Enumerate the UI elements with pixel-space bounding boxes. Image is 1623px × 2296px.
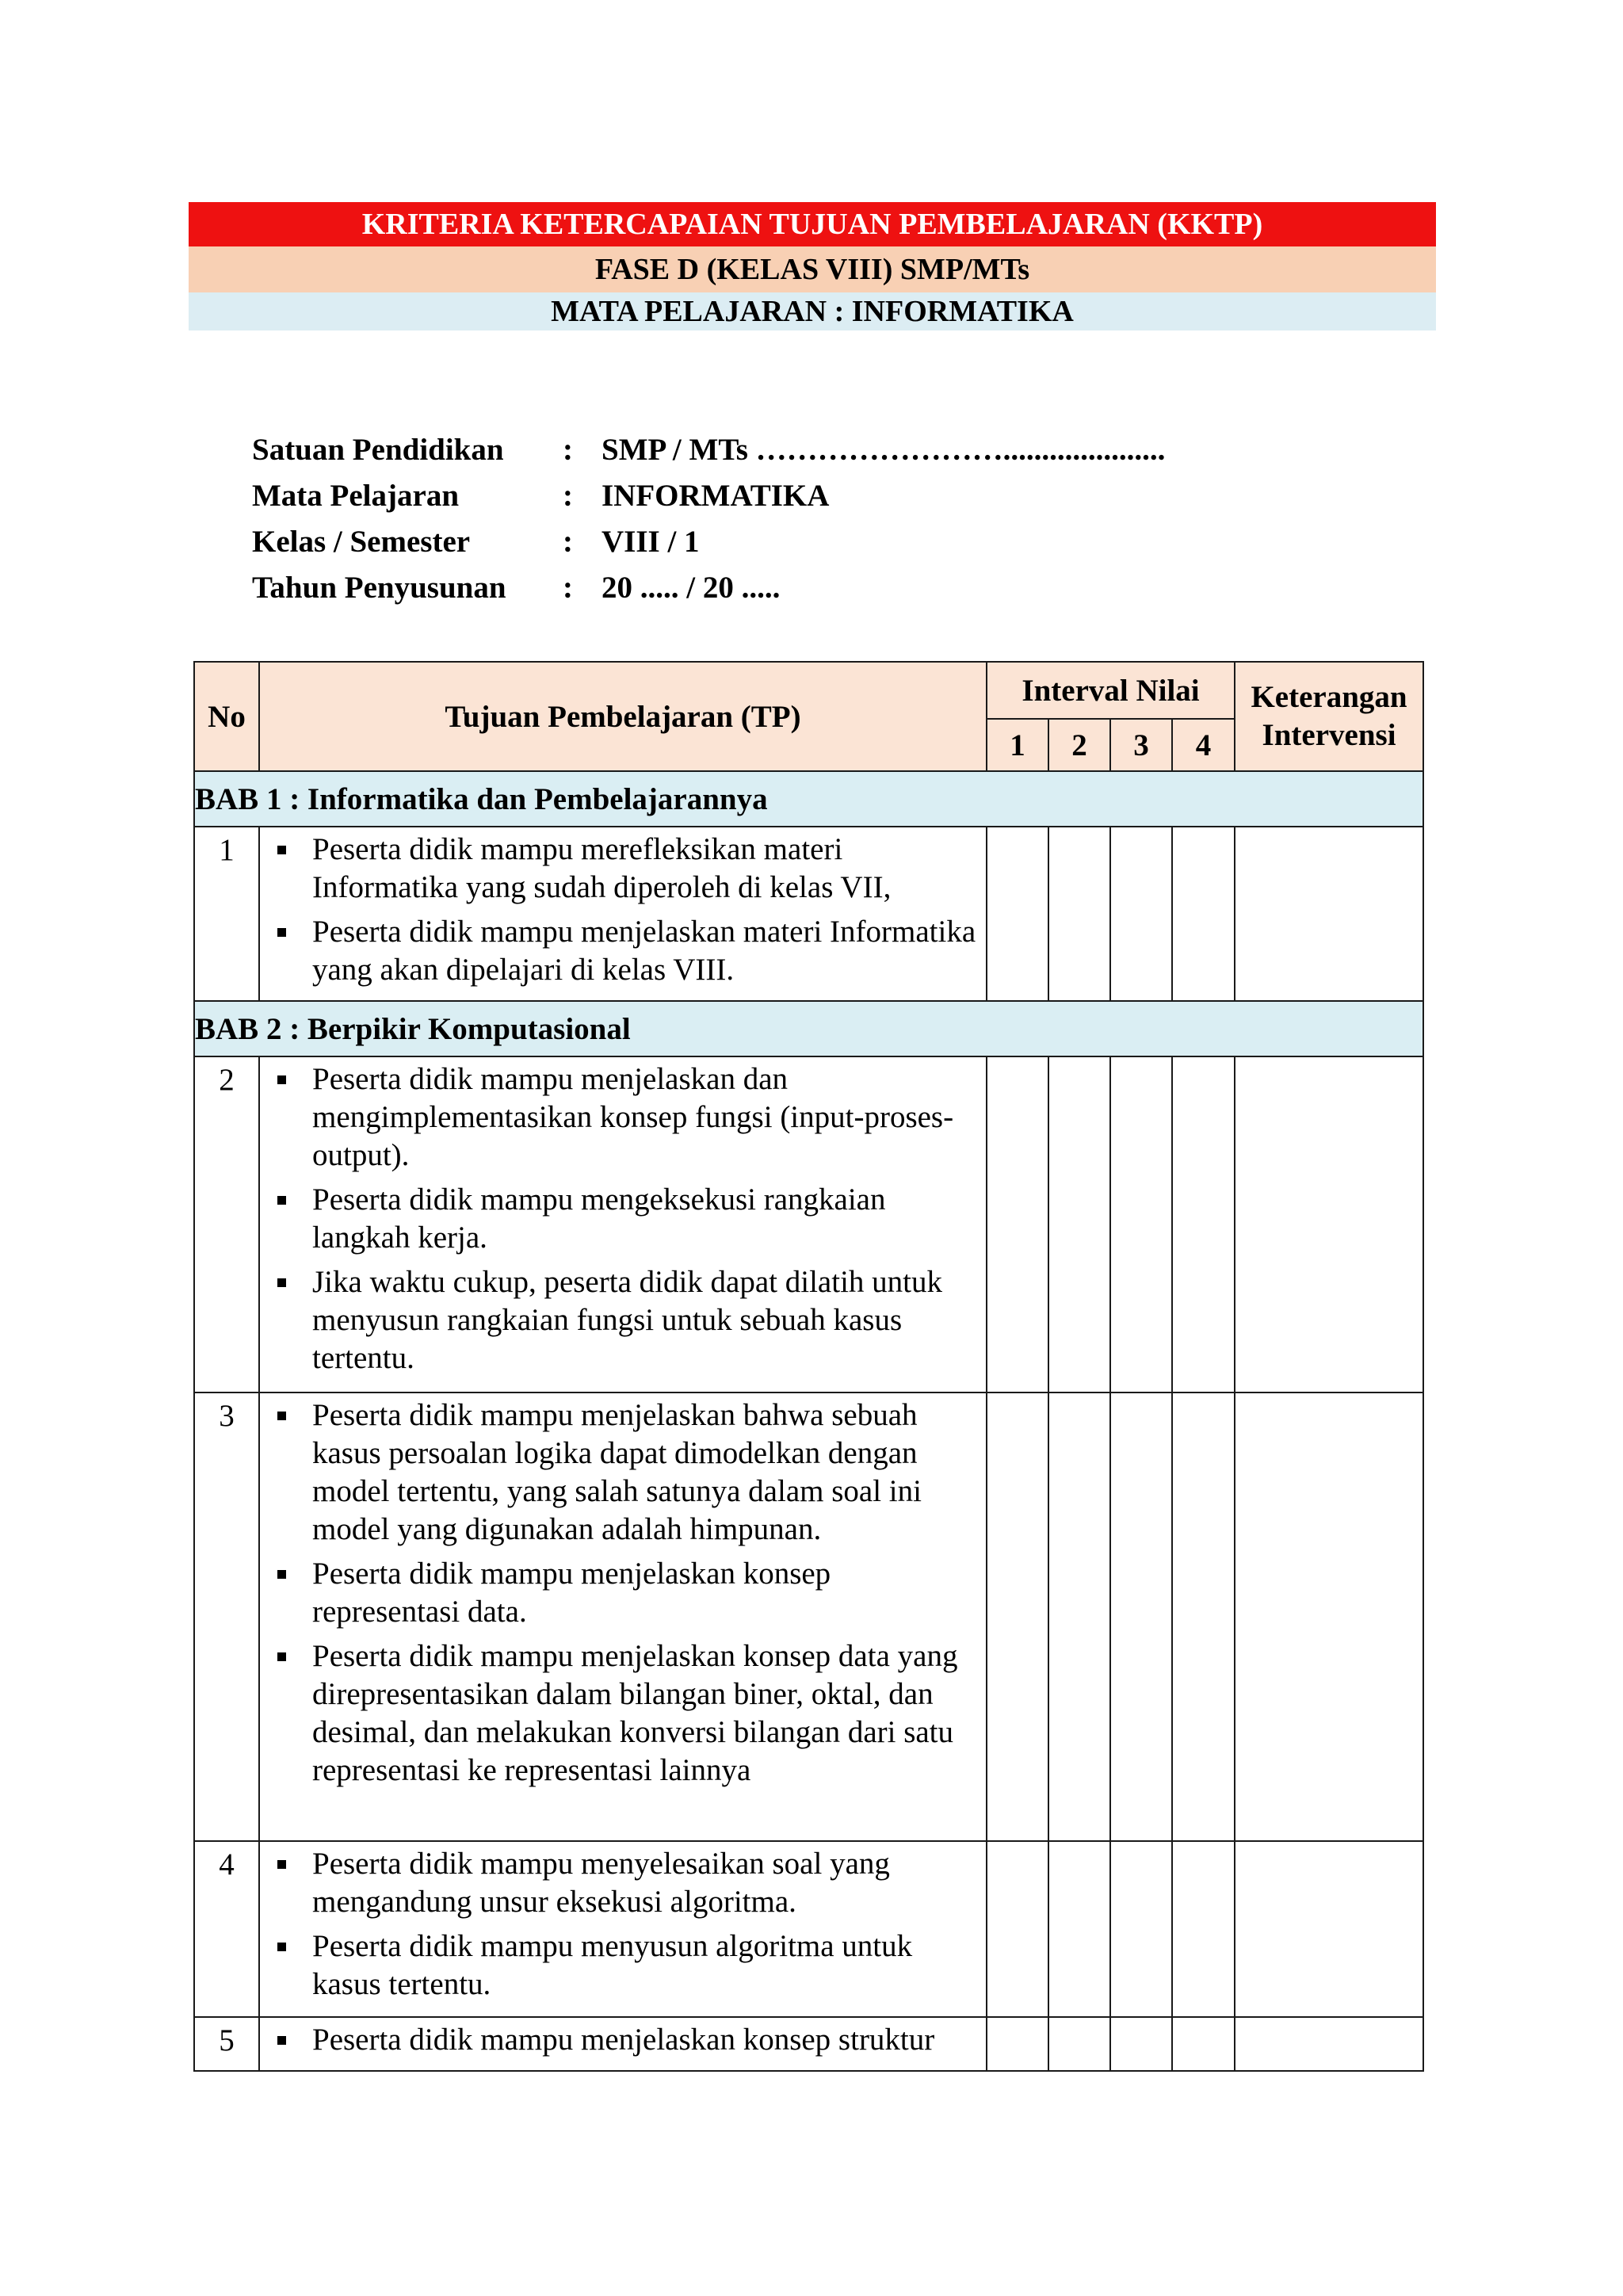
document-title: KRITERIA KETERCAPAIAN TUJUAN PEMBELAJARAN (KKTP) bbox=[189, 202, 1436, 246]
square-bullet-icon bbox=[277, 928, 286, 937]
tp-item bbox=[260, 913, 976, 989]
tp-item bbox=[260, 1181, 976, 1257]
table-row bbox=[194, 2017, 1423, 2071]
table-row bbox=[194, 827, 1423, 1001]
tp-item bbox=[260, 1845, 976, 1921]
tp-cell bbox=[259, 1056, 987, 1392]
row-number: 5 bbox=[194, 2017, 259, 2071]
square-bullet-icon bbox=[277, 1570, 286, 1579]
score-cell-2[interactable] bbox=[1048, 1392, 1110, 1841]
square-bullet-icon bbox=[277, 1860, 286, 1869]
identity-colon: : bbox=[563, 478, 573, 513]
score-cell-4[interactable] bbox=[1172, 1841, 1235, 2017]
tp-item bbox=[260, 1263, 976, 1377]
square-bullet-icon bbox=[277, 1412, 286, 1420]
score-cell-3[interactable] bbox=[1110, 2017, 1172, 2071]
header-tp: Tujuan Pembelajaran (TP) bbox=[259, 662, 987, 771]
kktp-table bbox=[193, 661, 1424, 2072]
score-cell-1[interactable] bbox=[987, 1056, 1048, 1392]
header-interval-4: 4 bbox=[1172, 719, 1235, 771]
tp-item bbox=[260, 1927, 976, 2004]
identity-row-tahun bbox=[252, 564, 1165, 610]
score-cell-4[interactable] bbox=[1172, 1056, 1235, 1392]
row-number: 2 bbox=[194, 1056, 259, 1392]
square-bullet-icon bbox=[277, 2036, 286, 2045]
bab-title: BAB 2 : Berpikir Komputasional bbox=[194, 1001, 1423, 1056]
tp-item bbox=[260, 1637, 976, 1790]
score-cell-4[interactable] bbox=[1172, 2017, 1235, 2071]
table-row bbox=[194, 1841, 1423, 2017]
tp-item bbox=[260, 2021, 976, 2059]
identity-colon: : bbox=[563, 432, 573, 467]
score-cell-4[interactable] bbox=[1172, 827, 1235, 1001]
tp-text: Peserta didik mampu menjelaskan konsep struktur bbox=[312, 2023, 935, 2057]
tp-text: Peserta didik mampu menyusun algoritma untuk kasus tertentu. bbox=[312, 1929, 913, 2001]
score-cell-3[interactable] bbox=[1110, 1392, 1172, 1841]
tp-item bbox=[260, 831, 976, 907]
bab-row bbox=[194, 1001, 1423, 1056]
identity-colon: : bbox=[563, 570, 573, 605]
intervention-cell[interactable] bbox=[1235, 1841, 1423, 2017]
table-row bbox=[194, 1392, 1423, 1841]
header-interval-3: 3 bbox=[1110, 719, 1172, 771]
identity-label: Satuan Pendidikan bbox=[252, 432, 504, 467]
tp-text: Peserta didik mampu menjelaskan bahwa sebuah kasus persoalan logika dapat dimodelkan dengan model tertentu, yang salah satunya dalam soal ini model yang digunakan adalah himpunan. bbox=[312, 1398, 922, 1546]
row-number: 4 bbox=[194, 1841, 259, 2017]
score-cell-1[interactable] bbox=[987, 2017, 1048, 2071]
tp-text: Peserta didik mampu mengeksekusi rangkaian langkah kerja. bbox=[312, 1182, 886, 1255]
identity-value: VIII / 1 bbox=[601, 524, 700, 559]
tp-item bbox=[260, 1396, 976, 1549]
row-number: 1 bbox=[194, 827, 259, 1001]
intervention-cell[interactable] bbox=[1235, 827, 1423, 1001]
identity-row-kelas bbox=[252, 518, 1165, 564]
intervention-cell[interactable] bbox=[1235, 2017, 1423, 2071]
header-interval-2: 2 bbox=[1048, 719, 1110, 771]
square-bullet-icon bbox=[277, 846, 286, 854]
score-cell-3[interactable] bbox=[1110, 1056, 1172, 1392]
tp-text: Peserta didik mampu menyelesaikan soal yang mengandung unsur eksekusi algoritma. bbox=[312, 1847, 890, 1919]
tp-item bbox=[260, 1060, 976, 1175]
identity-value: INFORMATIKA bbox=[601, 478, 830, 513]
intervention-cell[interactable] bbox=[1235, 1392, 1423, 1841]
identity-row-satuan bbox=[252, 426, 1165, 472]
score-cell-2[interactable] bbox=[1048, 1841, 1110, 2017]
bab-title: BAB 1 : Informatika dan Pembelajarannya bbox=[194, 771, 1423, 827]
tp-item bbox=[260, 1555, 976, 1631]
square-bullet-icon bbox=[277, 1652, 286, 1661]
table-row bbox=[194, 1056, 1423, 1392]
score-cell-1[interactable] bbox=[987, 827, 1048, 1001]
score-cell-3[interactable] bbox=[1110, 827, 1172, 1001]
identity-value: 20 ..... / 20 ..... bbox=[601, 570, 781, 605]
identity-colon: : bbox=[563, 524, 573, 559]
intervention-cell[interactable] bbox=[1235, 1056, 1423, 1392]
square-bullet-icon bbox=[277, 1278, 286, 1287]
score-cell-1[interactable] bbox=[987, 1392, 1048, 1841]
tp-cell bbox=[259, 827, 987, 1001]
subject-subtitle: MATA PELAJARAN : INFORMATIKA bbox=[189, 292, 1436, 330]
tp-cell bbox=[259, 2017, 987, 2071]
square-bullet-icon bbox=[277, 1075, 286, 1084]
tp-text: Jika waktu cukup, peserta didik dapat dilatih untuk menyusun rangkaian fungsi untuk sebuah kasus tertentu. bbox=[312, 1265, 942, 1375]
score-cell-4[interactable] bbox=[1172, 1392, 1235, 1841]
header-interval-1: 1 bbox=[987, 719, 1048, 771]
square-bullet-icon bbox=[277, 1196, 286, 1205]
score-cell-2[interactable] bbox=[1048, 2017, 1110, 2071]
header-keterangan: Keterangan Intervensi bbox=[1235, 662, 1423, 771]
identity-value: SMP / MTs ……………………..................... bbox=[601, 432, 1166, 467]
identity-label: Tahun Penyusunan bbox=[252, 570, 506, 605]
tp-text: Peserta didik mampu menjelaskan dan mengimplementasikan konsep fungsi (input-proses-output). bbox=[312, 1062, 954, 1172]
header-no: No bbox=[194, 662, 259, 771]
tp-text: Peserta didik mampu menjelaskan materi Informatika yang akan dipelajari di kelas VIII. bbox=[312, 915, 976, 987]
phase-subtitle: FASE D (KELAS VIII) SMP/MTs bbox=[189, 246, 1436, 292]
identity-row-mapel bbox=[252, 472, 1165, 518]
tp-text: Peserta didik mampu menjelaskan konsep data yang direpresentasikan dalam bilangan biner, oktal, dan desimal, dan melakukan konversi bilangan dari satu representasi ke representasi lainnya bbox=[312, 1639, 958, 1787]
square-bullet-icon bbox=[277, 1943, 286, 1951]
header-interval: Interval Nilai bbox=[987, 662, 1235, 719]
score-cell-2[interactable] bbox=[1048, 827, 1110, 1001]
identity-label: Kelas / Semester bbox=[252, 524, 471, 559]
tp-text: Peserta didik mampu merefleksikan materi Informatika yang sudah diperoleh di kelas VII, bbox=[312, 832, 892, 904]
identity-label: Mata Pelajaran bbox=[252, 478, 460, 513]
bab-row bbox=[194, 771, 1423, 827]
score-cell-3[interactable] bbox=[1110, 1841, 1172, 2017]
tp-text: Peserta didik mampu menjelaskan konsep representasi data. bbox=[312, 1557, 831, 1629]
row-number: 3 bbox=[194, 1392, 259, 1841]
tp-cell bbox=[259, 1392, 987, 1841]
score-cell-1[interactable] bbox=[987, 1841, 1048, 2017]
score-cell-2[interactable] bbox=[1048, 1056, 1110, 1392]
identity-block bbox=[252, 426, 1165, 610]
tp-cell bbox=[259, 1841, 987, 2017]
